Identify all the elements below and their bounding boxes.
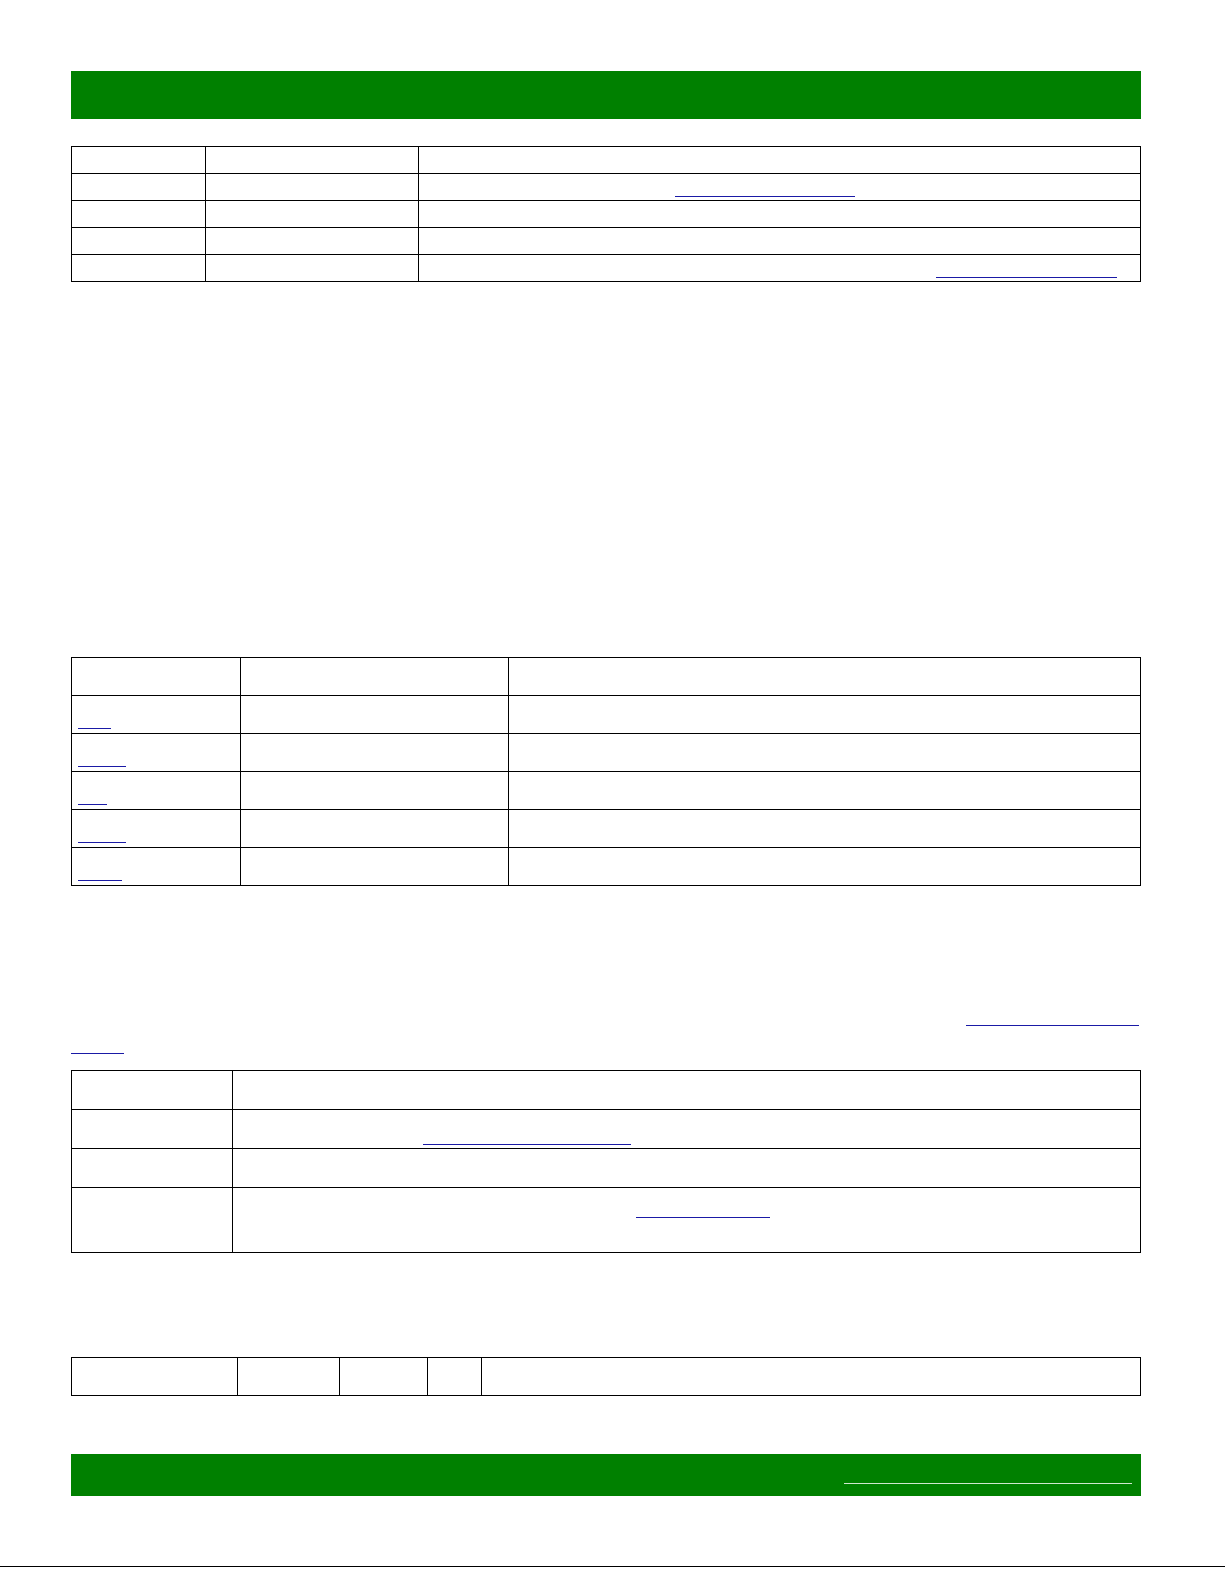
table-cell — [72, 201, 206, 228]
table-cell-with-link — [419, 174, 1141, 201]
table-cell — [206, 255, 419, 282]
table-row — [72, 810, 1141, 848]
table-cell-with-link — [72, 810, 241, 848]
table-cell — [233, 1149, 1141, 1188]
table-row — [72, 1149, 1141, 1188]
table-cell — [206, 201, 419, 228]
table-cell — [72, 1188, 233, 1253]
identity-table — [71, 146, 1141, 282]
table-row — [72, 1071, 1141, 1110]
row-link[interactable] — [78, 868, 122, 881]
table-cell — [241, 696, 509, 734]
table-cell — [419, 228, 1141, 255]
footer-link[interactable] — [844, 1469, 1132, 1484]
detail-table — [71, 1070, 1141, 1253]
table-cell — [72, 255, 206, 282]
table-header-cell — [241, 658, 509, 696]
footer-band — [71, 1454, 1141, 1496]
table-cell — [482, 1358, 1141, 1396]
row-link[interactable] — [78, 716, 111, 729]
table-cell — [206, 147, 419, 174]
table-cell-with-link — [419, 255, 1141, 282]
table-cell-with-link — [233, 1188, 1141, 1253]
table-row — [72, 734, 1141, 772]
paragraph-link-continued[interactable] — [71, 1041, 124, 1054]
header-band — [71, 71, 1141, 119]
table-cell — [206, 228, 419, 255]
table-cell — [509, 772, 1141, 810]
table-cell — [72, 1358, 238, 1396]
table-header-row — [72, 658, 1141, 696]
table-cell — [509, 696, 1141, 734]
table-cell — [233, 1071, 1141, 1110]
table-row — [72, 1358, 1141, 1396]
page-divider — [0, 1566, 1225, 1567]
paragraph-link[interactable] — [966, 1013, 1139, 1026]
table-cell — [72, 228, 206, 255]
table-row — [72, 848, 1141, 886]
table-row — [72, 201, 1141, 228]
table-row — [72, 228, 1141, 255]
table-cell — [241, 734, 509, 772]
table-cell — [241, 848, 509, 886]
table-row — [72, 1110, 1141, 1149]
table-cell — [509, 848, 1141, 886]
table-cell-with-link — [72, 696, 241, 734]
table-header-cell — [72, 658, 241, 696]
table-cell — [419, 147, 1141, 174]
table-cell-with-link — [72, 734, 241, 772]
table-row — [72, 772, 1141, 810]
table-row — [72, 174, 1141, 201]
table-cell — [241, 772, 509, 810]
cell-link[interactable] — [936, 265, 1117, 278]
table-cell — [509, 810, 1141, 848]
table-cell — [72, 147, 206, 174]
table-cell-with-link — [233, 1110, 1141, 1149]
summary-table — [71, 1357, 1141, 1396]
row-link[interactable] — [78, 792, 107, 805]
cell-link[interactable] — [423, 1132, 631, 1145]
links-table — [71, 657, 1141, 886]
table-cell — [72, 1071, 233, 1110]
table-cell — [72, 174, 206, 201]
table-row — [72, 1188, 1141, 1253]
cell-link[interactable] — [636, 1205, 770, 1218]
table-cell — [241, 810, 509, 848]
table-cell — [509, 734, 1141, 772]
table-cell — [72, 1110, 233, 1149]
table-row — [72, 147, 1141, 174]
row-link[interactable] — [78, 754, 126, 767]
table-cell — [238, 1358, 340, 1396]
table-cell-with-link — [72, 848, 241, 886]
table-row — [72, 696, 1141, 734]
row-link[interactable] — [78, 830, 126, 843]
table-cell — [340, 1358, 428, 1396]
table-cell — [419, 201, 1141, 228]
cell-link[interactable] — [675, 184, 855, 197]
table-cell — [428, 1358, 482, 1396]
table-cell — [206, 174, 419, 201]
table-header-cell — [509, 658, 1141, 696]
table-row — [72, 255, 1141, 282]
table-cell-with-link — [72, 772, 241, 810]
table-cell — [72, 1149, 233, 1188]
